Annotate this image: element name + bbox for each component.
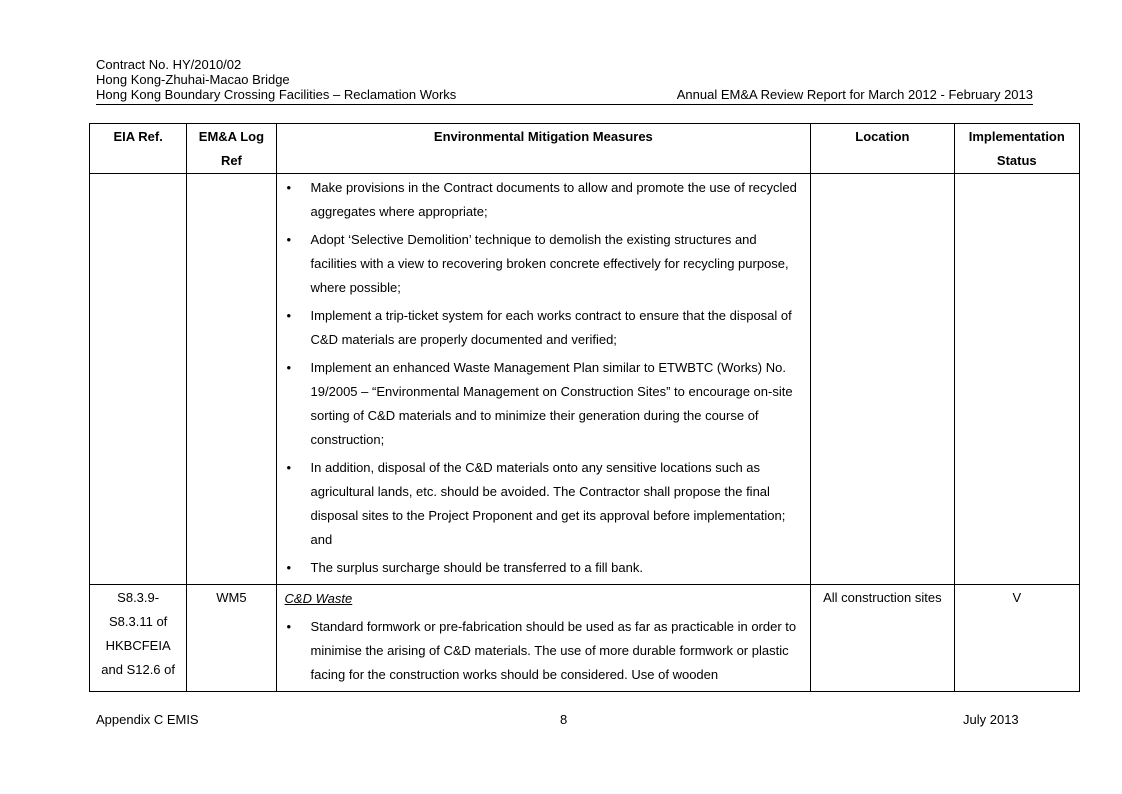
header-ema-line1: EM&A Log xyxy=(198,129,265,144)
eia-ref-line: HKBCFEIA xyxy=(105,638,171,653)
measure-item xyxy=(285,615,805,687)
works-title: Hong Kong Boundary Crossing Facilities – Reclamation Works xyxy=(96,87,457,102)
measure-item xyxy=(285,176,805,224)
row2-ema-ref: WM5 xyxy=(187,585,276,692)
measure-item xyxy=(285,456,805,552)
project-name: Hong Kong-Zhuhai-Macao Bridge xyxy=(96,72,290,87)
header-implementation-status xyxy=(954,124,1079,174)
measure-text: In addition, disposal of the C&D materials onto any sensitive locations such as agricultural lands, etc. should be avoided. The Contractor shall propose the final disposal sites to the Project Proponent and get its approval before implementation; and xyxy=(310,460,786,547)
measure-text: The surplus surcharge should be transferred to a fill bank. xyxy=(310,560,643,575)
header-measures: Environmental Mitigation Measures xyxy=(276,124,811,174)
header-impl-line2: Status xyxy=(996,153,1037,168)
measures-list xyxy=(285,615,805,687)
footer-appendix: Appendix C EMIS xyxy=(96,712,199,727)
row2-location: All construction sites xyxy=(811,585,954,692)
measure-item xyxy=(285,228,805,300)
measures-subheading: C&D Waste xyxy=(284,591,353,606)
report-title: Annual EM&A Review Report for March 2012 - February 2013 xyxy=(676,87,1033,102)
measure-item xyxy=(285,304,805,352)
measure-text: Make provisions in the Contract documents to allow and promote the use of recycled aggregates where appropriate; xyxy=(310,180,797,219)
bullet-icon: • xyxy=(286,180,292,195)
eia-ref-line: and S12.6 of xyxy=(101,662,175,677)
header-row xyxy=(96,87,1033,102)
row2-eia-ref xyxy=(90,585,187,692)
measure-text: Implement an enhanced Waste Management Plan similar to ETWBTC (Works) No. 19/2005 – “Environmental Management on Construction Sites” to encourage on-site sorting of C&D materials and to minimize their generation during the course of construction; xyxy=(310,360,793,447)
header-impl-line1: Implementation xyxy=(968,129,1065,144)
table-row xyxy=(90,174,1080,585)
measure-text: Standard formwork or pre-fabrication should be used as far as practicable in order to minimise the arising of C&D materials. The use of more durable formwork or plastic facing for the construction works should be considered. Use of wooden xyxy=(310,619,797,682)
measure-text: Implement a trip-ticket system for each works contract to ensure that the disposal of C&D materials are properly documented and verified; xyxy=(310,308,792,347)
measures-list xyxy=(285,176,805,580)
bullet-icon: • xyxy=(286,460,292,475)
row2-status: V xyxy=(954,585,1079,692)
header-eia-ref: EIA Ref. xyxy=(90,124,187,174)
measure-text: Adopt ‘Selective Demolition’ technique to demolish the existing structures and facilities with a view to recovering broken concrete effectively for recycling purpose, where possible; xyxy=(310,232,789,295)
table-row xyxy=(90,585,1080,692)
measure-item xyxy=(285,556,805,580)
header-ema-log-ref xyxy=(187,124,276,174)
row1-measures xyxy=(276,174,811,585)
table-header-row xyxy=(90,124,1080,174)
header-divider xyxy=(96,104,1033,105)
bullet-icon: • xyxy=(286,560,292,575)
row1-ema-ref xyxy=(187,174,276,585)
eia-ref-line: S8.3.11 of xyxy=(108,614,168,629)
row1-eia-ref xyxy=(90,174,187,585)
bullet-icon: • xyxy=(286,232,292,247)
footer-page-number: 8 xyxy=(560,712,568,727)
eia-ref-line: S8.3.9- xyxy=(117,590,160,605)
page-header xyxy=(96,57,1033,102)
emis-table xyxy=(89,123,1080,692)
measure-item xyxy=(285,356,805,452)
header-location: Location xyxy=(811,124,954,174)
bullet-icon: • xyxy=(286,619,292,634)
bullet-icon: • xyxy=(286,308,292,323)
footer-date: July 2013 xyxy=(963,712,1019,727)
row2-measures xyxy=(276,585,811,692)
header-ema-line2: Ref xyxy=(220,153,242,168)
bullet-icon: • xyxy=(286,360,292,375)
contract-number: Contract No. HY/2010/02 xyxy=(96,57,242,72)
row1-status xyxy=(954,174,1079,585)
row1-location xyxy=(811,174,954,585)
